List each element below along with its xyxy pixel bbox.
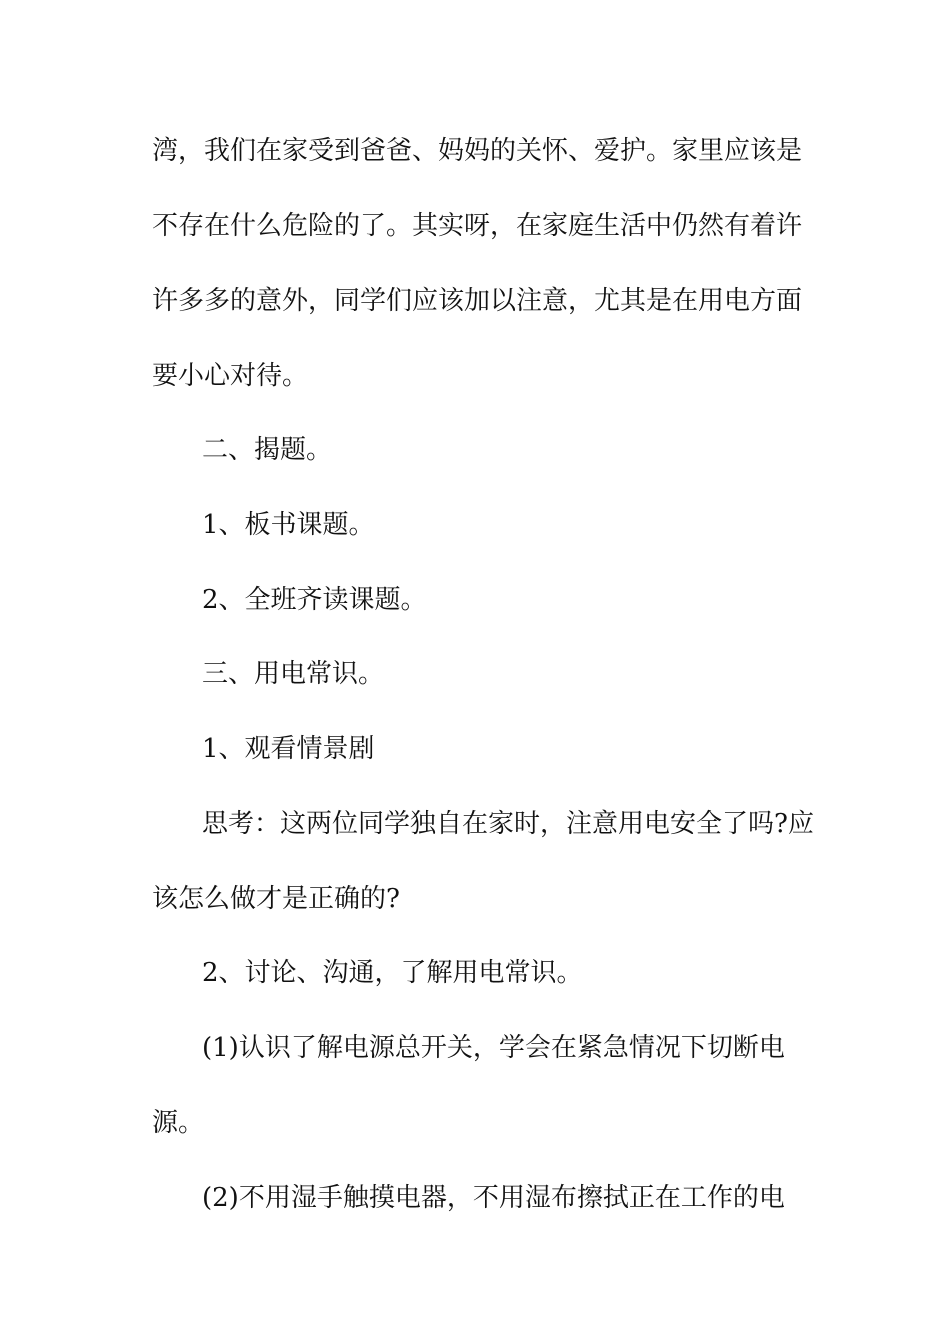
list-item: (1)认识了解电源总开关，学会在紧急情况下切断电: [202, 1033, 785, 1063]
paragraph-line: 该怎么做才是正确的?: [152, 884, 400, 914]
paragraph-line: 要小心对待。: [152, 361, 309, 391]
paragraph-line: 许多多的意外，同学们应该加以注意，尤其是在用电方面: [152, 286, 803, 316]
list-item: 2、全班齐读课题。: [202, 585, 427, 615]
paragraph-line: 不存在什么危险的了。其实呀，在家庭生活中仍然有着许: [152, 211, 803, 241]
list-item: 2、讨论、沟通，了解用电常识。: [202, 958, 583, 988]
paragraph-line: 湾，我们在家受到爸爸、妈妈的关怀、爱护。家里应该是: [152, 136, 803, 166]
list-item: 1、观看情景剧: [202, 734, 375, 764]
list-item: 1、板书课题。: [202, 510, 375, 540]
paragraph-line: 思考：这两位同学独自在家时，注意用电安全了吗?应: [202, 809, 814, 839]
list-item: (2)不用湿手触摸电器，不用湿布擦拭正在工作的电: [202, 1183, 785, 1213]
section-heading: 三、用电常识。: [202, 659, 385, 689]
section-heading: 二、揭题。: [202, 435, 333, 465]
paragraph-line: 源。: [152, 1108, 205, 1138]
